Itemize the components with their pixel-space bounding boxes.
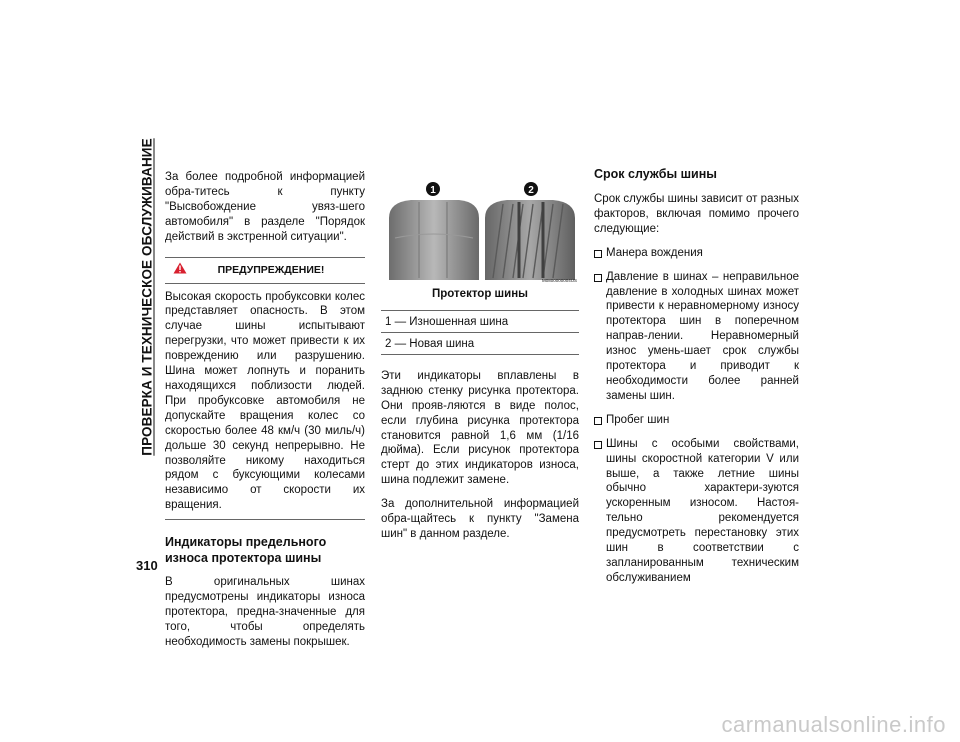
legend-item-worn: 1 — Изношенная шина: [381, 311, 579, 333]
checkbox-bullet-icon: [594, 417, 602, 425]
legend-item-new: 2 — Новая шина: [381, 333, 579, 355]
column-1: [165, 170, 365, 650]
list-item: Пробег шин: [594, 413, 799, 428]
watermark: carmanualsonline.info: [721, 712, 946, 737]
tire-life-intro: Срок службы шины зависит от разных факторов, включая помимо прочего следующие:: [594, 193, 799, 235]
page-number: 310: [136, 558, 158, 573]
column-3: [594, 166, 799, 586]
warning-triangle-icon: [173, 262, 187, 274]
tread-wear-paragraph: В оригинальных шинах предусмотрены индикаторы износа протектора, предна-значенные для того, чтобы определять необходимость замены покрышек.: [165, 576, 365, 648]
tire-life-heading: Срок службы шины: [594, 167, 717, 181]
tire-marker-1: 1: [430, 185, 436, 196]
list-item: Манера вождения: [594, 246, 799, 261]
replacement-reference-paragraph: За дополнительной информацией обра-щайтесь к пункту "Замена шин" в данном разделе.: [381, 498, 579, 540]
checkbox-bullet-icon: [594, 274, 602, 282]
list-item: Шины с особыми свойствами, шины скоростной категории V или выше, а также летние шины обычно характери-зуются ускоренным износом. Настоя-тельно рекомендуется предусмотреть перестановку этих шин в соответствии с запланированным техническим обслуживанием: [594, 437, 799, 586]
warning-title: ПРЕДУПРЕЖДЕНИЕ!: [217, 263, 325, 276]
list-item: Давление в шинах – неправильное давление в холодных шинах может привести к неравномерному износу протектора шин в поперечном направ-лении. Неравномерный износ умень-шает срок службы протектора и приводит к необходимости более ранней замены шин.: [594, 270, 799, 404]
tire-marker-2: 2: [528, 185, 534, 196]
intro-paragraph: За более подробной информацией обра-титесь к пункту "Высвобождение увяз-шего автомобиля" в разделе "Порядок действий в экстренной ситуации".: [165, 171, 365, 243]
warning-header: [165, 258, 365, 284]
figure-legend: [381, 310, 579, 355]
tread-wear-heading: Индикаторы предельного износа протектора шины: [165, 535, 327, 566]
warning-text: Высокая скорость пробуксовки колес представляет опасность. В этом случае шины испытывают перегрузки, что может привести к их повреждению или разрушению. Шина может лопнуть и поранить находящихся поблизости людей. При пробуксовке автомобиля не допускайте вращения колес со скоростью более 48 км/ч (30 миль/ч) дольше 30 секунд непрерывно. Не позволяйте никому находиться рядом с буксующими колесами независимо от скорости их вращения.: [165, 284, 365, 521]
figure-code: M0800000004US: [541, 278, 577, 283]
tire-tread-figure: [381, 178, 579, 283]
checkbox-bullet-icon: [594, 441, 602, 449]
tire-illustration: [381, 178, 579, 283]
section-title: ПРОВЕРКА И ТЕХНИЧЕСКОЕ ОБСЛУЖИВАНИЕ: [139, 138, 155, 456]
figure-caption: Протектор шины: [432, 288, 528, 300]
checkbox-bullet-icon: [594, 250, 602, 258]
indicator-paragraph: Эти индикаторы вплавлены в заднюю стенку рисунка протектора. Они прояв-ляются в виде полос, если глубина рисунка протектора становится равной 1,6 мм (1/16 дюйма). Если рисунок протектора стерт до этих индикаторов износа, шина подлежит замене.: [381, 369, 579, 487]
warning-box: [165, 257, 365, 521]
column-2: [381, 178, 579, 542]
